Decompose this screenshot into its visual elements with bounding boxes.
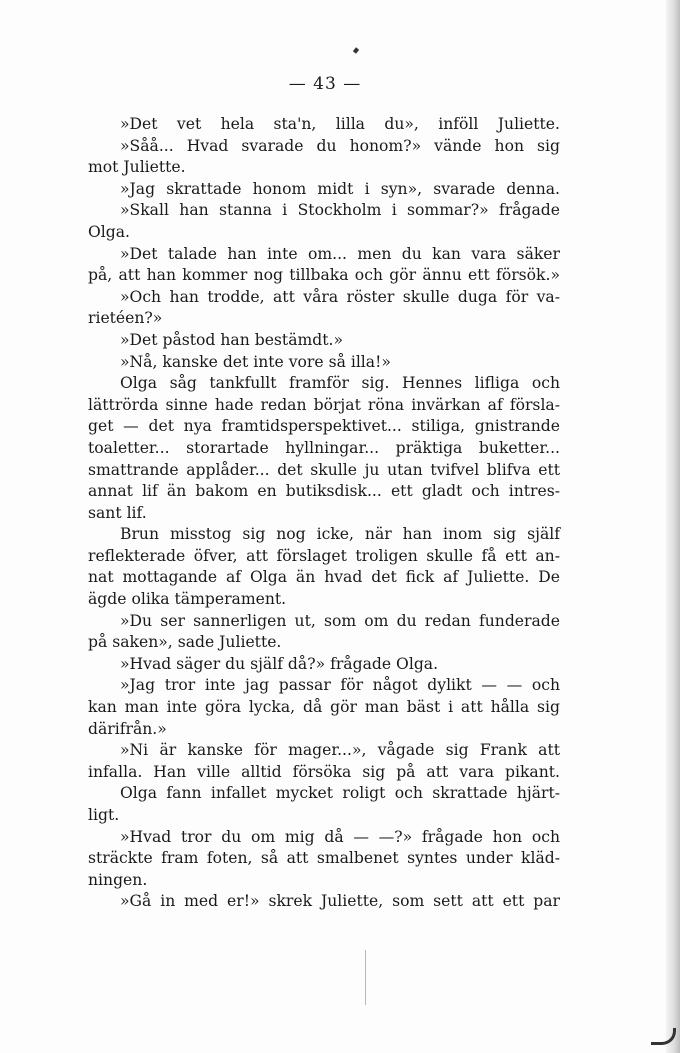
text-line: get — det nya framtidsperspektivet... stiliga, gnistrande — [88, 417, 560, 436]
text-line: kan man inte göra lycka, då gör man bäst i att hålla sig — [88, 698, 560, 717]
text-line: annat lif än bakom en butiksdisk... ett gladt och intres- — [88, 482, 560, 501]
ink-speck — [353, 47, 359, 53]
text-line: mot Juliette. — [88, 158, 186, 177]
text-line: »Det talade han inte om... men du kan vara säker — [120, 244, 560, 263]
text-line: Olga såg tankfullt framför sig. Hennes lifliga och — [120, 374, 560, 393]
text-line: ägde olika tämperament. — [88, 590, 287, 609]
text-line: »Jag tror inte jag passar för något dylikt — — och — [120, 676, 560, 695]
text-line: reflekterade öfver, att förslaget troligen skulle få ett an- — [88, 546, 560, 565]
text-line: »Det påstod han bestämdt.» — [120, 330, 344, 349]
paper-scratch — [365, 950, 366, 1005]
text-line: infalla. Han ville alltid försöka sig på att vara pikant. — [88, 762, 560, 781]
body-text — [88, 114, 560, 913]
text-line: »Jag skrattade honom midt i syn», svarade denna. — [120, 179, 560, 198]
text-line: sträckte fram foten, så att smalbenet syntes under kläd- — [88, 849, 560, 868]
text-line: Olga. — [88, 222, 131, 241]
text-line: ningen. — [88, 870, 148, 889]
text-line: Olga fann infallet mycket roligt och skrattade hjärt- — [120, 784, 560, 803]
text-line: »Hvad säger du själf då?» frågade Olga. — [120, 654, 439, 673]
text-line: Brun misstog sig nog icke, när han inom sig själf — [120, 525, 560, 544]
text-line: nat mottagande af Olga än hvad det fick af Juliette. De — [88, 568, 560, 587]
text-line: lättrörda sinne hade redan börjat röna invärkan af försla- — [88, 395, 560, 414]
text-line: toaletter... storartade hyllningar... präktiga buketter... — [88, 438, 560, 457]
text-line: smattrande applåder... det skulle ju utan tvifvel blifva ett — [88, 460, 560, 479]
text-line: »Ni är kanske för mager...», vågade sig Frank att — [120, 741, 560, 760]
text-line: rietéen?» — [88, 309, 163, 328]
text-line: på, att han kommer nog tillbaka och gör ännu ett försök.» — [88, 266, 560, 285]
page-edge-shadow — [666, 0, 680, 1053]
text-line: »Såå... Hvad svarade du honom?» vände hon sig — [120, 136, 560, 155]
text-line: »Nå, kanske det inte vore så illa!» — [120, 352, 391, 371]
text-line: »Det vet hela sta'n, lilla du», inföll Juliette. — [120, 115, 560, 133]
text-line: sant lif. — [88, 503, 147, 522]
text-line: »Hvad tror du om mig då — —?» frågade hon och — [120, 827, 560, 846]
text-line: därifrån.» — [88, 719, 167, 738]
text-line: »Och han trodde, att våra röster skulle duga för va- — [120, 287, 560, 306]
text-line: »Gå in med er!» skrek Juliette, som sett att ett par — [120, 892, 560, 911]
text-line: ligt. — [88, 806, 120, 824]
text-line: »Skall han stanna i Stockholm i sommar?» frågade — [120, 201, 560, 220]
text-line: på saken», sade Juliette. — [88, 633, 282, 652]
text-line: »Du ser sannerligen ut, som om du redan funderade — [120, 611, 560, 630]
page-number: — 43 — — [288, 74, 362, 94]
